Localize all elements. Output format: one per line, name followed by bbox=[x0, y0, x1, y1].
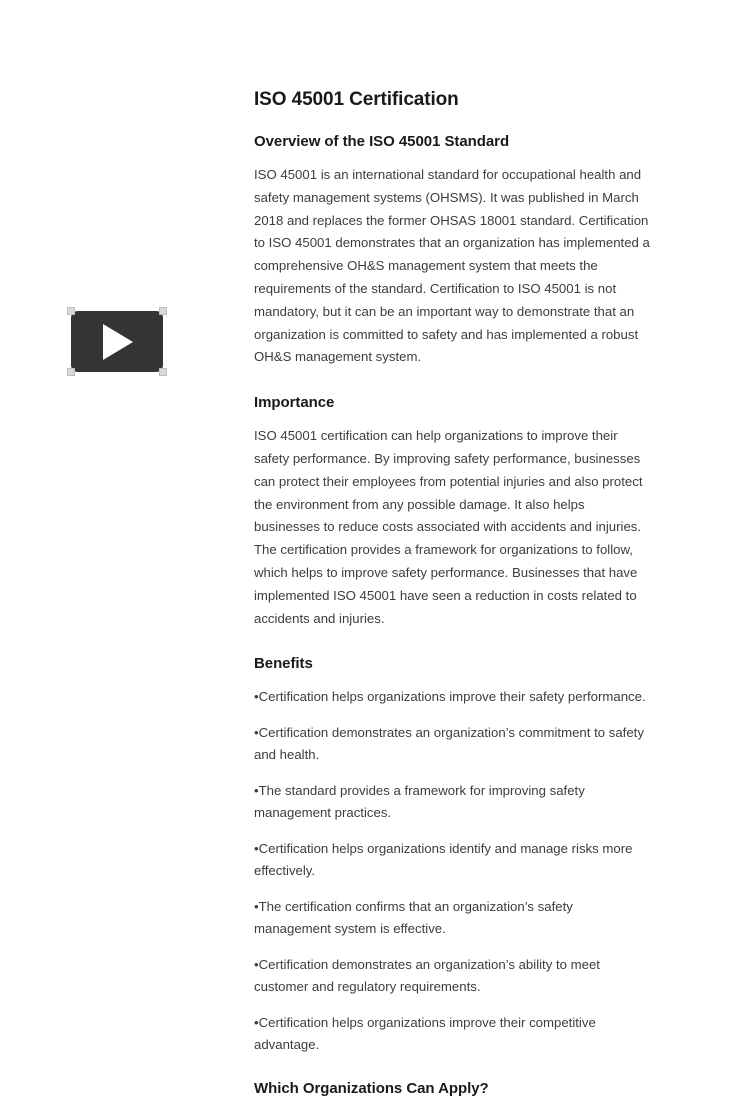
page-title: ISO 45001 Certification bbox=[254, 89, 459, 110]
resize-handle-bottom-left[interactable] bbox=[67, 368, 75, 376]
list-item: •Certification helps organizations improve their competitive advantage. bbox=[254, 1014, 596, 1053]
section-heading-importance: Importance bbox=[254, 394, 335, 412]
list-item: •Certification demonstrates an organization’s ability to meet customer and regulatory requirements. bbox=[254, 956, 600, 995]
list-item: •Certification demonstrates an organization’s commitment to safety and health. bbox=[254, 724, 644, 763]
play-icon[interactable] bbox=[103, 324, 133, 360]
list-item: •The certification confirms that an organization’s safety management system is effective. bbox=[254, 898, 573, 937]
list-item: •Certification helps organizations improve their safety performance. bbox=[254, 689, 646, 705]
section-heading-overview: Overview of the ISO 45001 Standard bbox=[254, 133, 510, 150]
resize-handle-top-left[interactable] bbox=[67, 307, 75, 315]
resize-handle-top-right[interactable] bbox=[159, 307, 167, 315]
video-placeholder[interactable] bbox=[67, 307, 167, 376]
section-heading-which-organizations: Which Organizations Can Apply? bbox=[254, 1079, 489, 1097]
benefits-list bbox=[254, 686, 652, 1057]
list-item: •The standard provides a framework for improving safety management practices. bbox=[254, 782, 585, 821]
resize-handle-bottom-right[interactable] bbox=[159, 368, 167, 376]
section-paragraph-overview: ISO 45001 is an international standard for occupational health and safety management systems (OHSMS). It was published in March 2018 and replaces the former OHSAS 18001 standard. Certification to ISO 45001 demonstrates that an organization has implemented a comprehensive OH&S management system that meets the requirements of the standard. Certification to ISO 45001 is not mandatory, but it can be an important way to demonstrate that an organization is committed to safety and has implemented a robust OH&S management system. bbox=[254, 167, 650, 365]
list-item: •Certification helps organizations identify and manage risks more effectively. bbox=[254, 840, 633, 879]
section-heading-benefits: Benefits bbox=[254, 655, 313, 673]
content-column bbox=[254, 88, 652, 1111]
section-paragraph-importance: ISO 45001 certification can help organizations to improve their safety performance. By improving safety performance, businesses can protect their employees from potential injuries and also protect the environment from any possible damage. It also helps businesses to reduce costs associated with accidents and injuries. The certification provides a framework for organizations to follow, which helps to improve safety performance. Businesses that have implemented ISO 45001 have seen a reduction in costs related to accidents and injuries. bbox=[254, 428, 643, 626]
video-frame[interactable] bbox=[71, 311, 163, 372]
media-column bbox=[0, 0, 240, 960]
